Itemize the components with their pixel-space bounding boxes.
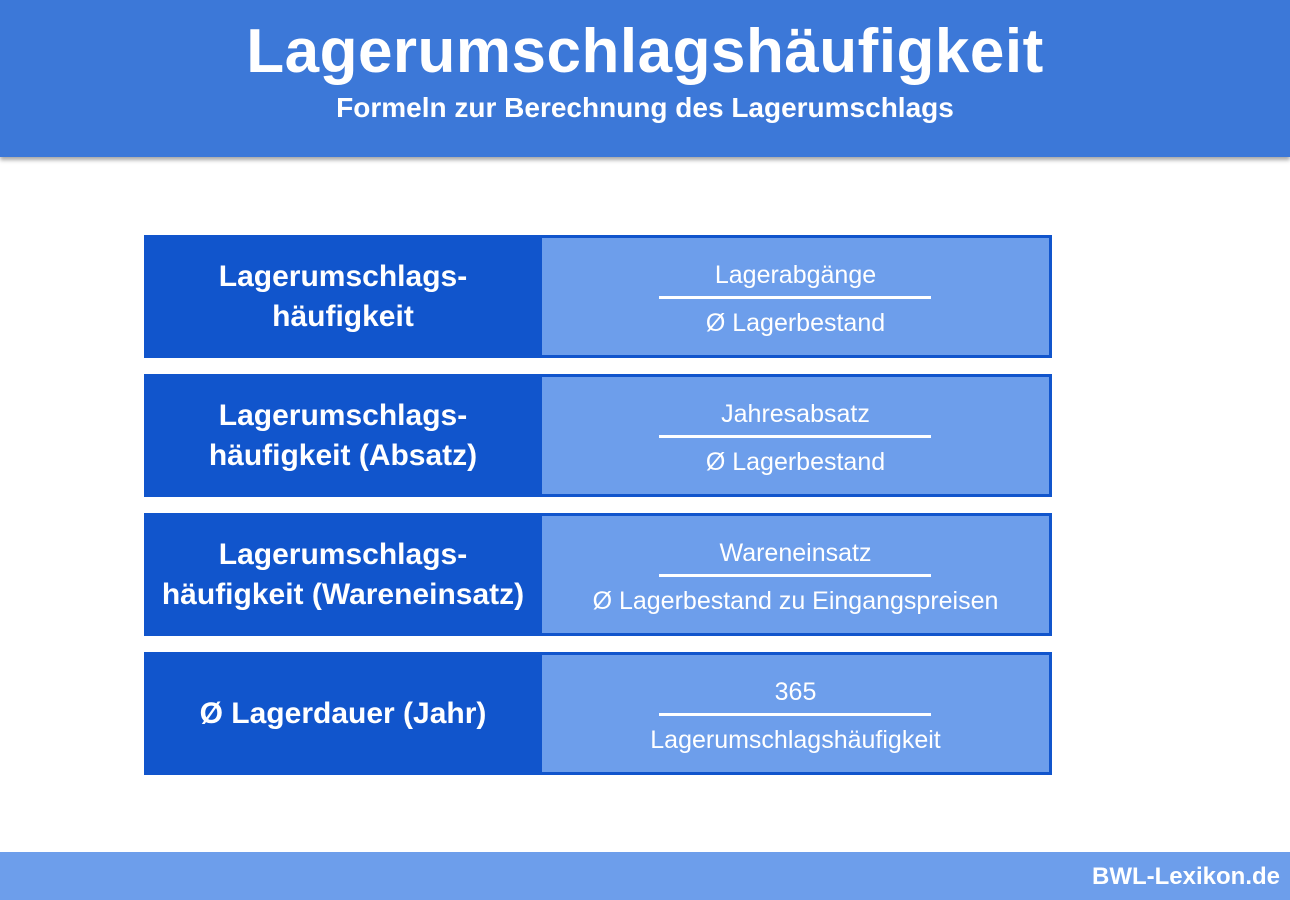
formula-label: Lagerumschlags- häufigkeit (Absatz) [208,398,478,472]
formula-label-cell [144,513,542,636]
formula-numerator: Lagerabgänge [714,261,877,289]
formula-row [144,374,1052,497]
page-title: Lagerumschlagshäufigkeit [246,17,1044,86]
formula-cell [542,374,1052,497]
header-banner [0,0,1290,157]
formula-denominator: Ø Lagerbestand [705,309,886,337]
formula-label-cell [144,374,542,497]
fraction-line [659,574,931,577]
formula-label: Lagerumschlags- häufigkeit [218,259,468,333]
formula-label-cell [144,235,542,358]
fraction-line [659,435,931,438]
formula-numerator: Jahresabsatz [721,400,870,428]
fraction-line [659,296,931,299]
formula-numerator: 365 [774,678,817,706]
formula-denominator: Ø Lagerbestand zu Eingangspreisen [592,587,999,615]
formula-numerator: Wareneinsatz [719,539,872,567]
formula-row [144,513,1052,636]
formula-label: Lagerumschlags- häufigkeit (Wareneinsatz) [161,537,525,611]
formula-label: Ø Lagerdauer (Jahr) [199,696,487,730]
brand-label: BWL-Lexikon.de [1091,863,1280,890]
formula-denominator: Ø Lagerbestand [705,448,886,476]
formula-cell [542,513,1052,636]
formula-label-cell [144,652,542,775]
page-subtitle: Formeln zur Berechnung des Lagerumschlags [336,92,954,123]
formula-row [144,652,1052,775]
formula-row [144,235,1052,358]
footer-bar [0,852,1290,900]
formula-table [144,235,1052,791]
fraction-line [659,713,931,716]
formula-denominator: Lagerumschlagshäufigkeit [650,726,941,754]
formula-cell [542,652,1052,775]
formula-cell [542,235,1052,358]
